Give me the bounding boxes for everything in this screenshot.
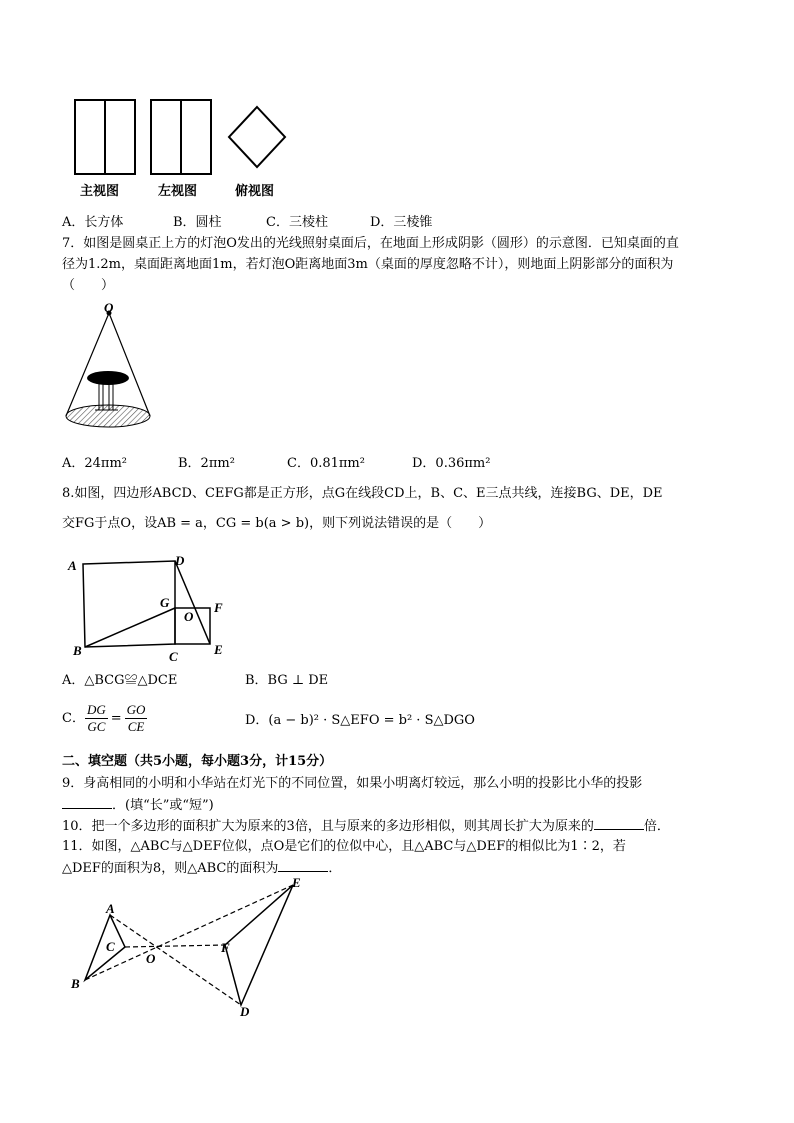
shadow-ellipse (66, 405, 150, 427)
section-title: 二、填空题（共5小题，每小题3分，计15分） (62, 754, 333, 769)
q8-option-d: D．(a − b)² · S△EFO = b² · S△DGO (245, 713, 475, 728)
q8-option-c (62, 702, 147, 735)
q7-option-d: D．0.36πm² (412, 456, 491, 471)
q7-option-a: A．24πm² (62, 456, 128, 471)
fig11-label-c: C (106, 939, 115, 954)
fig11-label-b: B (71, 976, 80, 991)
equals-sign: = (110, 710, 122, 726)
fig11-label-d: D (240, 1004, 250, 1019)
q6-option-c: C．三棱柱 (266, 215, 328, 230)
triangle-def (225, 885, 293, 1005)
fig8-label-b: B (73, 643, 82, 658)
q8-text-line1: 8.如图，四边形ABCD、CEFG都是正方形，点G在线段CD上，B、C、E三点共线，连接BG、DE，DE (62, 486, 663, 501)
answer-blank[interactable] (62, 796, 112, 809)
fig8-label-d: D (175, 553, 185, 568)
fig8-label-a: A (68, 558, 77, 573)
lamp-label-o: O (104, 300, 114, 315)
fig8-label-o: O (184, 609, 194, 624)
q6-option-b: B．圆柱 (173, 215, 222, 230)
q11-text-line1: 11．如图，△ABC与△DEF位似，点O是它们的位似中心，且△ABC与△DEF的相似比为1∶2，若 (62, 839, 626, 854)
q6-option-d: D．三棱锥 (370, 215, 433, 230)
fraction-num: GO (126, 702, 146, 717)
q8-text-line2: 交FG于点O，设AB = a，CG = b(a > b)，则下列说法错误的是（ ） (62, 516, 492, 531)
answer-blank[interactable] (594, 817, 644, 830)
q7-text-line1: 7．如图是圆桌正上方的灯泡O发出的光线照射桌面后，在地面上形成阴影（圆形）的示意图．已知桌面的直 (62, 236, 679, 251)
squares-figure (60, 550, 240, 665)
q8-option-c-prefix: C． (62, 710, 85, 726)
fig8-label-e: E (214, 642, 223, 657)
q7-option-b: B．2πm² (178, 456, 235, 471)
fig11-label-a: A (106, 901, 115, 916)
q7-option-c: C．0.81πm² (287, 456, 365, 471)
view-label-top: 俯视图 (235, 184, 275, 199)
q6-option-a: A．长方体 (62, 215, 124, 230)
answer-blank[interactable] (278, 859, 328, 872)
table-top-ellipse (87, 371, 129, 385)
q11-line2-suffix: ． (328, 861, 342, 876)
q8-option-b: B．BG ⊥ DE (245, 673, 329, 688)
lamp-table-figure (62, 298, 162, 438)
q10-prefix: 10．把一个多边形的面积扩大为原来的3倍，且与原来的多边形相似，则其周长扩大为原来的 (62, 819, 594, 834)
q9-text-line2 (62, 796, 214, 815)
q10-text (62, 817, 670, 836)
fraction-num: DG (86, 702, 106, 717)
q9-text-line1: 9．身高相同的小明和小华站在灯光下的不同位置，如果小明离灯较远，那么小明的投影比小华的投影 (62, 776, 643, 791)
q9-line2-suffix: ．(填“长”或“短”) (112, 798, 214, 813)
q10-suffix: 倍． (643, 819, 670, 834)
fraction-den: GC (87, 719, 106, 734)
fig8-label-g: G (160, 595, 170, 610)
triangle-abc (85, 915, 125, 980)
top-view-diamond (229, 107, 285, 167)
q7-text-line2: 径为1.2m，桌面距离地面1m，若灯泡O距离地面3m（桌面的厚度忽略不计），则地面上阴影部分的面积为 (62, 257, 674, 272)
fig11-label-o: O (146, 951, 156, 966)
fig8-label-f: F (214, 600, 223, 615)
q8-option-a: A．△BCG≌△DCE (62, 673, 178, 688)
fraction-go-ce (125, 702, 148, 735)
view-label-side: 左视图 (158, 184, 198, 199)
view-label-front: 主视图 (80, 184, 120, 199)
q7-text-line3: （ ） (62, 278, 115, 293)
fig11-label-e: E (292, 875, 301, 890)
fraction-den: CE (127, 719, 145, 734)
q11-line2-prefix: △DEF的面积为8，则△ABC的面积为 (62, 861, 279, 876)
fig11-label-f: F (221, 940, 230, 955)
fraction-dg-gc (85, 702, 108, 735)
fig8-label-c: C (169, 649, 178, 664)
